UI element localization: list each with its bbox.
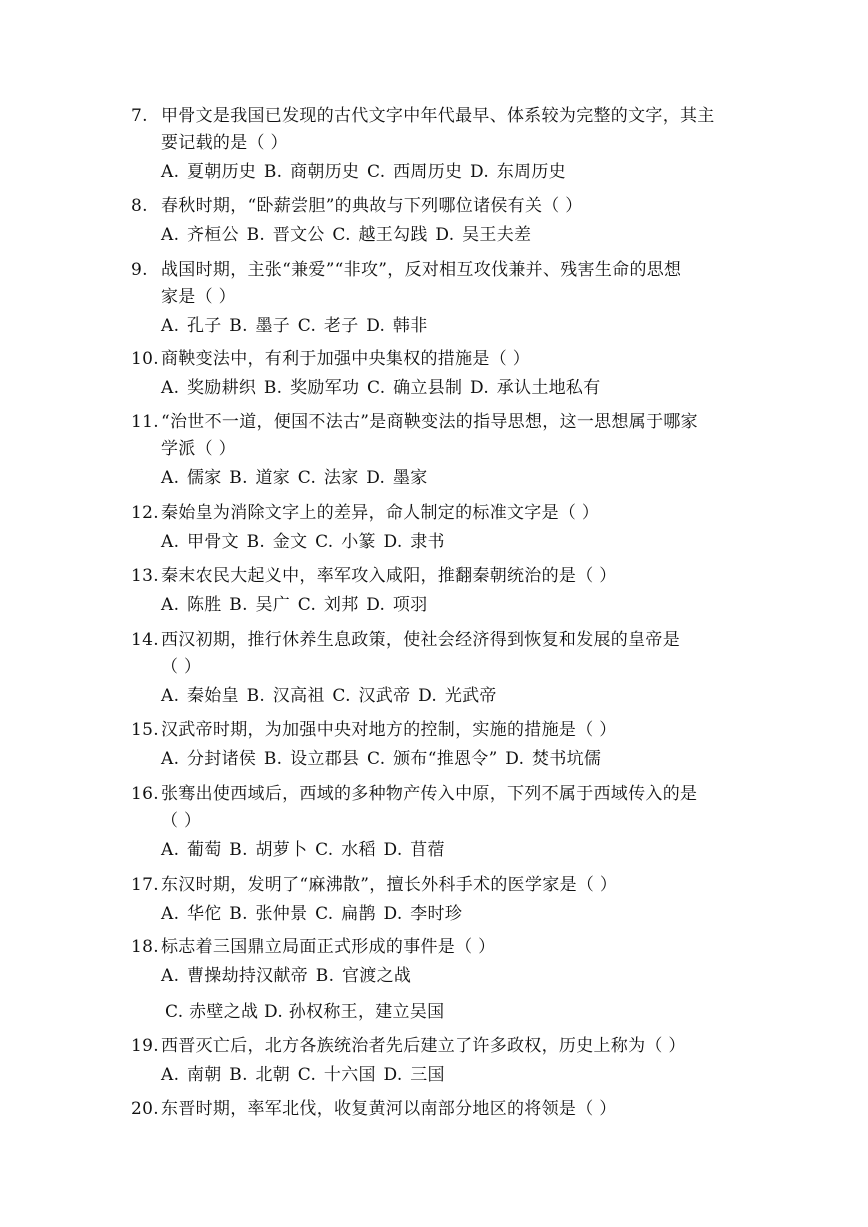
question-number: 11. (131, 412, 159, 432)
question-text: 秦始皇为消除文字上的差异，命人制定的标准文字是（ ） (161, 503, 600, 523)
question-number: 9. (131, 260, 148, 280)
question-number: 10. (131, 349, 159, 369)
question-text: 张骞出使西域后，西域的多种物产传入中原，下列不属于西域传入的是 (161, 784, 698, 804)
question-text-continued: 学派（ ） (161, 439, 236, 459)
question-number: 16. (131, 784, 159, 804)
question-15 (131, 717, 731, 773)
question-number: 18. (131, 937, 159, 957)
answer-options: A. 甲骨文 B. 金文 C. 小篆 D. 隶书 (161, 532, 445, 552)
question-number: 19. (131, 1036, 159, 1056)
question-text: 标志着三国鼎立局面正式形成的事件是（ ） (161, 937, 496, 957)
answer-options: A. 分封诸侯 B. 设立郡县 C. 颁布“推恩令” D. 焚书坑儒 (161, 749, 602, 769)
answer-options: A. 儒家 B. 道家 C. 法家 D. 墨家 (161, 468, 428, 488)
answer-options: A. 秦始皇 B. 汉高祖 C. 汉武帝 D. 光武帝 (161, 686, 497, 706)
question-number: 7. (131, 106, 148, 126)
question-16 (131, 781, 731, 864)
question-text: 汉武帝时期，为加强中央对地方的控制，实施的措施是（ ） (161, 720, 617, 740)
answer-options-continued: C. 赤壁之战 D. 孙权称王，建立吴国 (165, 1002, 445, 1022)
answer-options: A. 齐桓公 B. 晋文公 C. 越王勾践 D. 吴王夫差 (161, 225, 532, 245)
question-8 (131, 193, 731, 249)
question-text-continued: （ ） (161, 811, 202, 831)
question-number: 14. (131, 630, 159, 650)
question-number: 13. (131, 566, 159, 586)
question-12 (131, 500, 731, 556)
question-11 (131, 409, 731, 492)
question-text: 秦末农民大起义中，率军攻入咸阳，推翻秦朝统治的是（ ） (161, 566, 617, 586)
question-19 (131, 1033, 731, 1089)
question-20 (131, 1096, 731, 1123)
question-number: 12. (131, 503, 159, 523)
question-7 (131, 103, 731, 186)
question-number: 8. (131, 196, 148, 216)
question-number: 17. (131, 875, 159, 895)
question-9 (131, 257, 731, 340)
question-number: 15. (131, 720, 159, 740)
question-text: 西晋灭亡后，北方各族统治者先后建立了许多政权，历史上称为（ ） (161, 1036, 686, 1056)
question-text: 东晋时期，率军北伐，收复黄河以南部分地区的将领是（ ） (161, 1099, 617, 1119)
question-17 (131, 872, 731, 928)
question-14 (131, 627, 731, 710)
question-number: 20. (131, 1099, 159, 1119)
question-text: 东汉时期，发明了“麻沸散”，擅长外科手术的医学家是（ ） (161, 875, 618, 895)
answer-options: A. 曹操劫持汉献帝 B. 官渡之战 (161, 966, 412, 986)
question-text-continued: （ ） (161, 657, 202, 677)
answer-options: A. 南朝 B. 北朝 C. 十六国 D. 三国 (161, 1065, 445, 1085)
answer-options: A. 葡萄 B. 胡萝卜 C. 水稻 D. 苜蓿 (161, 840, 445, 860)
question-text: 春秋时期，“卧薪尝胆”的典故与下列哪位诸侯有关（ ） (161, 196, 583, 216)
answer-options: A. 夏朝历史 B. 商朝历史 C. 西周历史 D. 东周历史 (161, 162, 566, 182)
question-18 (131, 934, 731, 1026)
question-text: “治世不一道，便国不法古”是商鞅变法的指导思想，这一思想属于哪家 (161, 412, 698, 432)
question-text-continued: 要记载的是（ ） (161, 133, 288, 153)
question-text: 西汉初期，推行休养生息政策，使社会经济得到恢复和发展的皇帝是 (161, 630, 680, 650)
question-13 (131, 563, 731, 619)
question-text: 商鞅变法中，有利于加强中央集权的措施是（ ） (161, 349, 531, 369)
question-text: 甲骨文是我国已发现的古代文字中年代最早、体系较为完整的文字，其主 (161, 106, 715, 126)
answer-options: A. 华佗 B. 张仲景 C. 扁鹊 D. 李时珍 (161, 904, 463, 924)
question-text: 战国时期，主张“兼爱”“非攻”，反对相互攻伐兼并、残害生命的思想 (161, 260, 682, 280)
question-text-continued: 家是（ ） (161, 287, 236, 307)
answer-options: A. 孔子 B. 墨子 C. 老子 D. 韩非 (161, 316, 428, 336)
answer-options: A. 陈胜 B. 吴广 C. 刘邦 D. 项羽 (161, 595, 428, 615)
question-10 (131, 346, 731, 402)
answer-options: A. 奖励耕织 B. 奖励军功 C. 确立县制 D. 承认土地私有 (161, 378, 601, 398)
